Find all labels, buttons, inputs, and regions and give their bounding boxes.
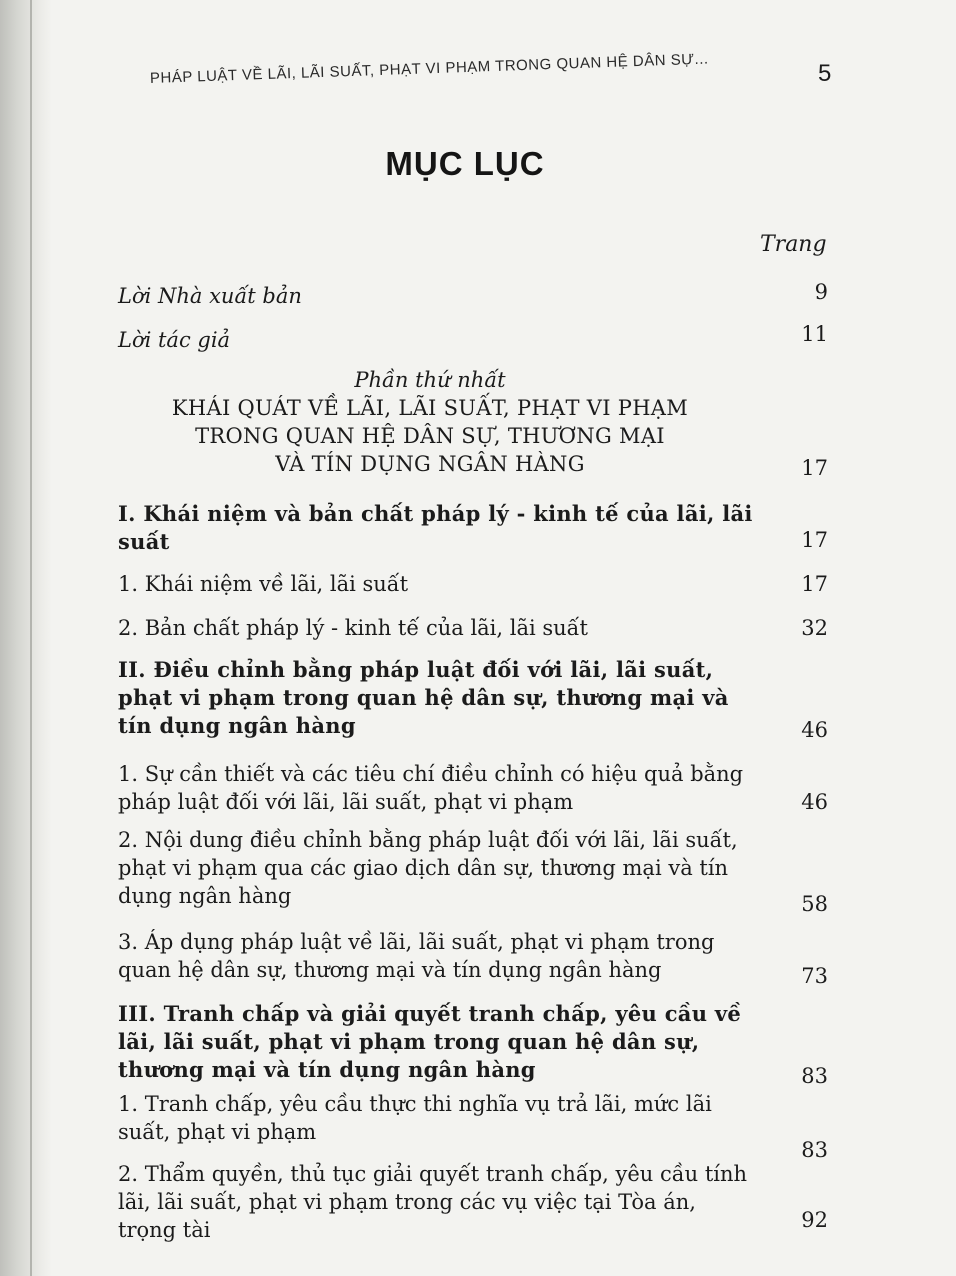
toc-section-page: 83 (801, 1064, 828, 1088)
part-page: 17 (801, 456, 828, 480)
toc-item-page: 17 (801, 572, 828, 596)
toc-item: 1. Sự cần thiết và các tiêu chí điều chỉnh có hiệu quả bằng pháp luật đối với lãi, lãi suất, phạt vi phạm (118, 762, 744, 814)
toc-entry-publisher-foreword: Lời Nhà xuất bản (118, 284, 302, 308)
toc-item-page: 32 (801, 616, 828, 640)
part-heading (150, 366, 710, 478)
toc-item: 1. Khái niệm về lãi, lãi suất (118, 572, 409, 596)
part-label: Phần thứ nhất (354, 368, 506, 392)
toc-section-title: II. Điều chỉnh bằng pháp luật đối với lãi, lãi suất, phạt vi phạm trong quan hệ dân sự, thương mại và tín dụng ngân hàng (118, 657, 729, 738)
running-header: PHÁP LUẬT VỀ LÃI, LÃI SUẤT, PHẠT VI PHẠM TRONG QUAN HỆ DÂN SỰ... (149, 50, 709, 87)
toc-entry-page: 11 (801, 322, 828, 346)
part-title-line: VÀ TÍN DỤNG NGÂN HÀNG (275, 452, 585, 476)
toc-section-title: I. Khái niệm và bản chất pháp lý - kinh tế của lãi, lãi suất (118, 501, 753, 554)
toc-item: 2. Thẩm quyền, thủ tục giải quyết tranh chấp, yêu cầu tính lãi, lãi suất, phạt vi phạm trong các vụ việc tại Tòa án, trọng tài (118, 1162, 748, 1242)
toc-item-page: 83 (801, 1138, 828, 1162)
part-title-line: TRONG QUAN HỆ DÂN SỰ, THƯƠNG MẠI (195, 424, 665, 448)
toc-entry-author-foreword: Lời tác giả (118, 328, 231, 352)
toc-item: 2. Bản chất pháp lý - kinh tế của lãi, lãi suất (118, 616, 588, 640)
toc-item-page: 58 (801, 892, 828, 916)
toc-item: 1. Tranh chấp, yêu cầu thực thi nghĩa vụ trả lãi, mức lãi suất, phạt vi phạm (118, 1092, 712, 1144)
part-title-line: KHÁI QUÁT VỀ LÃI, LÃI SUẤT, PHẠT VI PHẠM (171, 396, 689, 420)
toc-item-page: 46 (801, 790, 828, 814)
toc-section-page: 17 (801, 528, 828, 552)
page-column-label: Trang (760, 232, 827, 257)
toc-section-title: III. Tranh chấp và giải quyết tranh chấp, yêu cầu về lãi, lãi suất, phạt vi phạm trong quan hệ dân sự, thương mại và tín dụng ngân hàng (118, 1001, 742, 1082)
toc-item-page: 92 (801, 1208, 828, 1232)
toc-item: 2. Nội dung điều chỉnh bằng pháp luật đối với lãi, lãi suất, phạt vi phạm qua các giao dịch dân sự, thương mại và tín dụng ngân hàng (118, 828, 738, 908)
toc-section-page: 46 (801, 718, 828, 742)
toc-item: 3. Áp dụng pháp luật về lãi, lãi suất, phạt vi phạm trong quan hệ dân sự, thương mại và tín dụng ngân hàng (118, 930, 715, 982)
page-number: 5 (818, 60, 832, 87)
toc-item-page: 73 (801, 964, 828, 988)
toc-title: MỤC LỤC (385, 145, 545, 182)
toc-entry-page: 9 (814, 280, 828, 304)
